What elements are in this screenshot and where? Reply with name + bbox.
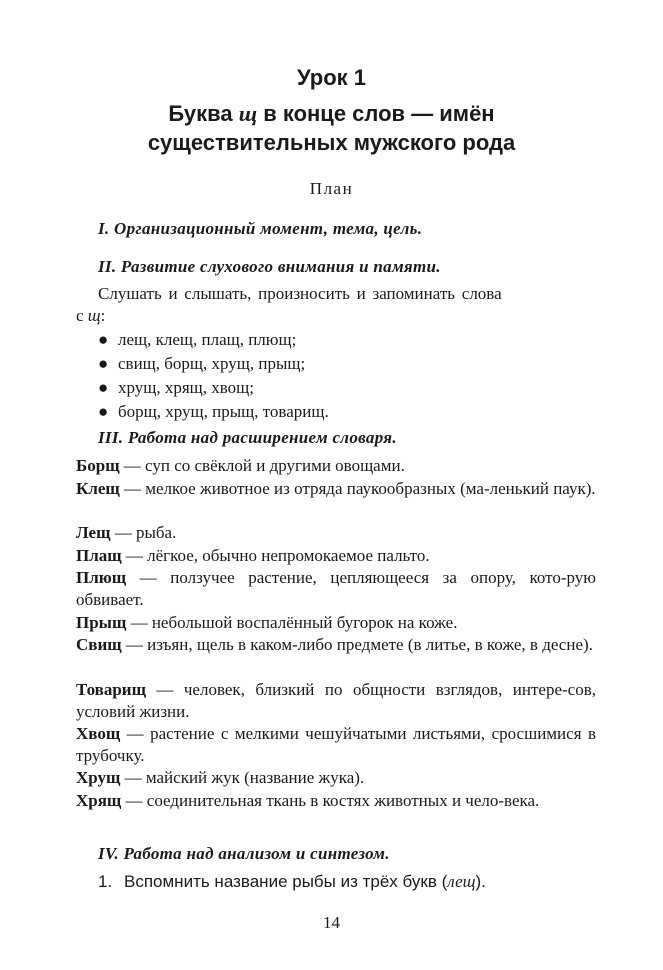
page-title [0,99,663,157]
task-item [98,872,486,892]
dictionary-entry [76,723,596,767]
title-line2: существительных мужского рода [147,130,516,155]
dictionary-entry [76,455,596,477]
dictionary-entry [76,545,596,567]
dictionary-entry [76,790,596,812]
bullet-icon: ● [98,378,109,397]
task-answer: лещ [447,872,476,891]
list-item [98,402,329,422]
dictionary-entry [76,522,596,544]
dictionary-term: Хрущ [76,768,121,787]
dictionary-definition: — соединительная ткань в костях животных и чело-века. [121,791,540,810]
list-item-text: свищ, борщ, хрущ, прыщ; [118,354,306,373]
dictionary-term: Хвощ [76,724,121,743]
dictionary-definition: — ползучее растение, цепляющееся за опору, кото-рую обвивает. [76,568,596,609]
dictionary-definition: — растение с мелкими чешуйчатыми листьями, сросшимися в трубочку. [76,724,596,765]
task-text: Вспомнить название рыбы из трёх букв ( [124,872,448,891]
dictionary-entry [76,679,596,723]
dictionary-definition: — человек, близкий по общности взглядов, интере-сов, условий жизни. [76,680,596,721]
dictionary-term: Свищ [76,635,122,654]
dictionary-definition: — суп со свёклой и другими овощами. [119,456,405,475]
dictionary-term: Плащ [76,546,122,565]
list-item-text: хрущ, хрящ, хвощ; [118,378,254,397]
bullet-icon: ● [98,402,109,421]
dictionary-definition: — майский жук (название жука). [120,768,365,787]
section-heading-2: II. Развитие слухового внимания и памяти. [98,257,441,276]
title-prefix: Буква [168,101,239,126]
dictionary-term: Прыщ [76,613,127,632]
dictionary-entry [76,478,596,500]
dictionary-definition: — лёгкое, обычно непромокаемое пальто. [121,546,430,565]
list-item [98,378,254,398]
dictionary-term: Плющ [76,568,127,587]
instruction-line-2 [76,306,105,326]
dictionary-definition: — небольшой воспалённый бугорок на коже. [126,613,458,632]
dictionary-entry [76,567,596,611]
section-heading-1: I. Организационный момент, тема, цель. [98,219,423,238]
bullet-icon: ● [98,354,109,373]
task-suffix: ). [475,872,486,891]
dictionary-definition: — изъян, щель в каком-либо предмете (в литье, в коже, в десне). [121,635,593,654]
dictionary-entry [76,767,596,789]
instruction-prefix: с [76,306,88,325]
lesson-label: Урок 1 [296,65,367,90]
dictionary-term: Хрящ [76,791,122,810]
plan-label: План [309,179,354,198]
title-line1-rest: в конце слов — имён [257,101,495,126]
section-heading-4: IV. Работа над анализом и синтезом. [98,844,390,863]
dictionary-definition: — мелкое животное из отряда паукообразных (ма-ленький паук). [119,479,596,498]
bullet-icon: ● [98,330,109,349]
dictionary-entry [76,612,596,634]
dictionary-term: Лещ [76,523,111,542]
section-heading-3: III. Работа над расширением словаря. [98,428,397,447]
dictionary-entry [76,634,596,656]
list-item [98,330,296,350]
dictionary-definition: — рыба. [110,523,177,542]
instruction-line-1: Слушать и слышать, произносить и запоминать слова [98,284,502,303]
instruction-suffix: : [100,306,106,325]
list-item-text: борщ, хрущ, прыщ, товарищ. [118,402,329,421]
dictionary-term: Товарищ [76,680,146,699]
list-item [98,354,305,374]
dictionary-term: Клещ [76,479,120,498]
task-number: 1. [98,872,113,891]
page-number: 14 [323,913,340,932]
list-item-text: лещ, клещ, плащ, плющ; [118,330,297,349]
title-letter: щ [238,101,258,126]
dictionary-term: Борщ [76,456,120,475]
instruction-letter: щ [87,306,101,325]
